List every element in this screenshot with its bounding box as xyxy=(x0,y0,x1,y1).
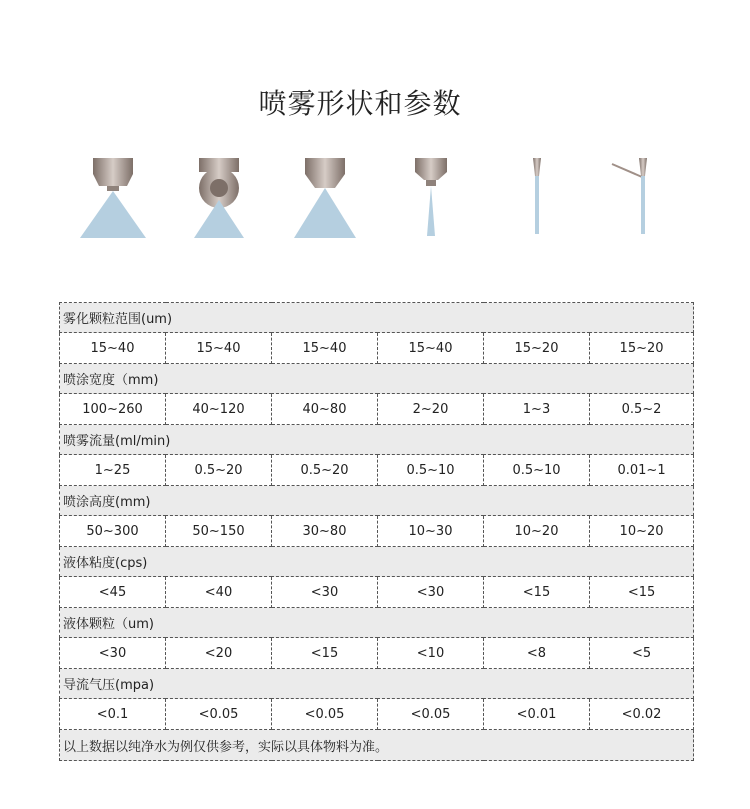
param-value: <30 xyxy=(60,638,166,669)
param-value: <0.02 xyxy=(590,699,694,730)
param-value: 10~20 xyxy=(590,516,694,547)
nozzle-illustrations xyxy=(60,150,692,250)
param-label: 喷雾流量(ml/min) xyxy=(60,425,694,455)
table-note-row xyxy=(60,730,694,761)
angled-needle-nozzle-icon xyxy=(590,150,696,250)
param-header-row xyxy=(60,547,694,577)
page-title: 喷雾形状和参数 xyxy=(258,87,462,120)
param-value: 0.5~20 xyxy=(166,455,272,486)
param-value: 0.5~2 xyxy=(590,394,694,425)
param-value: <10 xyxy=(378,638,484,669)
param-value: <8 xyxy=(484,638,590,669)
param-header-row xyxy=(60,364,694,394)
param-label: 液体粘度(cps) xyxy=(60,547,694,577)
param-value: 1~3 xyxy=(484,394,590,425)
param-value: 15~20 xyxy=(484,333,590,364)
param-value: 10~30 xyxy=(378,516,484,547)
param-value: 15~40 xyxy=(378,333,484,364)
param-value: <15 xyxy=(272,638,378,669)
param-value: <15 xyxy=(484,577,590,608)
param-value: 50~300 xyxy=(60,516,166,547)
param-value: 15~40 xyxy=(166,333,272,364)
param-value: 40~120 xyxy=(166,394,272,425)
param-label: 液体颗粒（um) xyxy=(60,608,694,638)
param-value: 50~150 xyxy=(166,516,272,547)
param-label: 雾化颗粒范围(um) xyxy=(60,303,694,333)
param-value: 0.5~10 xyxy=(378,455,484,486)
param-value: <45 xyxy=(60,577,166,608)
param-value: <20 xyxy=(166,638,272,669)
param-values-row xyxy=(60,577,694,608)
param-header-row xyxy=(60,669,694,699)
param-label: 喷涂宽度（mm) xyxy=(60,364,694,394)
param-value: 1~25 xyxy=(60,455,166,486)
param-label: 导流气压(mpa) xyxy=(60,669,694,699)
table-note: 以上数据以纯净水为例仅供参考，实际以具体物料为准。 xyxy=(60,730,694,761)
round-fan-nozzle-icon xyxy=(166,150,272,250)
param-value: <5 xyxy=(590,638,694,669)
param-value: 40~80 xyxy=(272,394,378,425)
param-values-row xyxy=(60,333,694,364)
param-value: <0.05 xyxy=(272,699,378,730)
param-header-row xyxy=(60,425,694,455)
param-values-row xyxy=(60,516,694,547)
param-value: 100~260 xyxy=(60,394,166,425)
parameters-table xyxy=(59,302,694,761)
param-value: <0.1 xyxy=(60,699,166,730)
param-value: 0.01~1 xyxy=(590,455,694,486)
cone-nozzle-icon xyxy=(272,150,378,250)
param-value: <40 xyxy=(166,577,272,608)
param-header-row xyxy=(60,303,694,333)
param-value: 0.5~20 xyxy=(272,455,378,486)
param-value: 2~20 xyxy=(378,394,484,425)
param-value: <0.05 xyxy=(166,699,272,730)
param-value: <30 xyxy=(272,577,378,608)
param-value: 10~20 xyxy=(484,516,590,547)
param-values-row xyxy=(60,699,694,730)
param-label: 喷涂高度(mm) xyxy=(60,486,694,516)
param-value: 15~40 xyxy=(272,333,378,364)
param-value: <30 xyxy=(378,577,484,608)
wide-fan-nozzle-icon xyxy=(60,150,166,250)
param-value: <0.01 xyxy=(484,699,590,730)
param-value: 15~40 xyxy=(60,333,166,364)
param-values-row xyxy=(60,394,694,425)
param-value: 0.5~10 xyxy=(484,455,590,486)
param-value: <15 xyxy=(590,577,694,608)
param-value: <0.05 xyxy=(378,699,484,730)
param-value: 15~20 xyxy=(590,333,694,364)
param-header-row xyxy=(60,608,694,638)
param-value: 30~80 xyxy=(272,516,378,547)
param-values-row xyxy=(60,638,694,669)
narrow-nozzle-icon xyxy=(378,150,484,250)
needle-nozzle-icon xyxy=(484,150,590,250)
param-header-row xyxy=(60,486,694,516)
param-values-row xyxy=(60,455,694,486)
